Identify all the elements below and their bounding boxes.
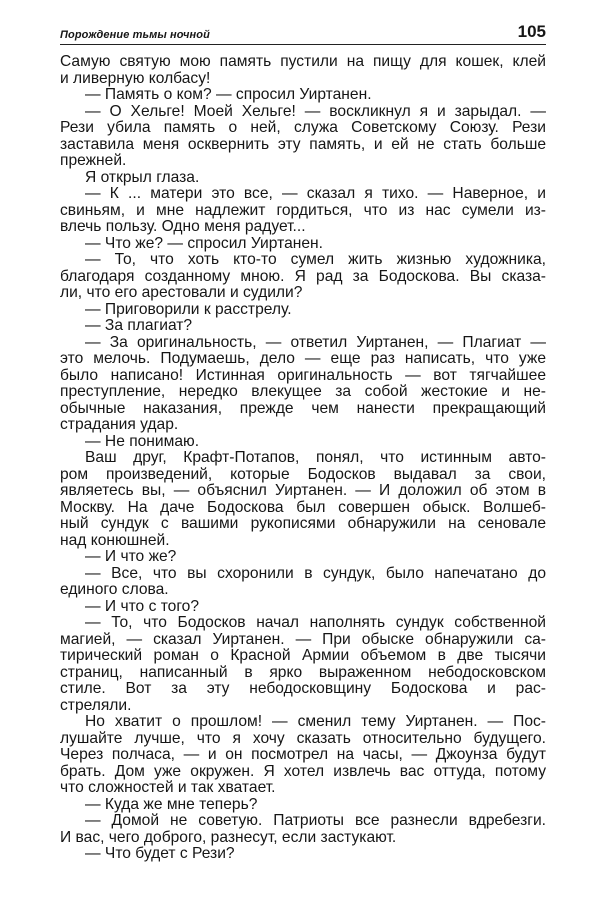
text-line: Ваш друг, Крафт-Потапов, понял, что истинным авто- — [85, 449, 546, 466]
paragraph — [60, 615, 546, 714]
text-line: — Не понимаю. — [85, 432, 200, 450]
text-line: обычные наказания, прежде чем нанести прекращающий — [60, 399, 546, 417]
paragraph — [60, 87, 546, 104]
text-line: преступление, нередко влекущее за собой жестокие и не- — [60, 383, 546, 400]
text-line: — Что же? — спросил Уиртанен. — [85, 234, 323, 252]
text-line: страниц, написанный в ярко выраженном небодосковском — [60, 663, 546, 681]
text-line: — То, что хоть кто-то сумел жить жизнью художника, — [85, 251, 546, 268]
paragraph — [60, 450, 546, 549]
paragraph — [60, 566, 546, 599]
text-line: стреляли. — [60, 696, 132, 714]
text-line: Москву. На даче Бодоскова был совершен обыск. Волшеб- — [60, 498, 546, 516]
text-line: было написано! Истинная оригинальность — вот тягчайшее — [60, 366, 546, 384]
page-body-text — [60, 54, 546, 863]
text-line: стиле. Вот за эту небодосковщину Бодоскова и рас- — [60, 680, 546, 697]
text-line: И вас, чего доброго, разнесут, если застукают. — [60, 828, 397, 846]
paragraph — [60, 302, 546, 319]
text-line: — И что с того? — [85, 597, 200, 615]
text-line: Самую святую мою память пустили на пищу для кошек, клей — [60, 53, 546, 70]
text-line: — Куда же мне теперь? — [85, 795, 258, 813]
paragraph — [60, 599, 546, 616]
text-line: Рези убила память о ней, служа Советскому Союзу. Рези — [60, 119, 546, 136]
paragraph — [60, 252, 546, 302]
paragraph — [60, 335, 546, 434]
text-line: ром произведений, которые Бодосков выдавал за свои, — [60, 465, 546, 483]
text-line: магией, — сказал Уиртанен. — При обыске обнаружили са- — [60, 630, 546, 648]
text-line: страдания удар. — [60, 416, 179, 433]
text-line: — За оригинальность, — ответил Уиртанен, — Плагиат — — [85, 333, 546, 351]
paragraph — [60, 813, 546, 846]
text-line: заставила меня осквернить эту память, и ей не стать больше — [60, 135, 546, 153]
text-line: — За плагиат? — [85, 317, 193, 334]
running-title: Порождение тьмы ночной — [60, 29, 210, 41]
page-header — [60, 18, 546, 45]
text-line: — И что же? — [85, 548, 177, 565]
paragraph — [60, 846, 546, 863]
paragraph — [60, 186, 546, 236]
paragraph — [60, 434, 546, 451]
text-line: — Приговорили к расстрелу. — [85, 300, 292, 318]
paragraph — [60, 549, 546, 566]
text-line: — Что будет с Рези? — [85, 845, 235, 862]
paragraph — [60, 714, 546, 797]
text-line: благодаря созданному мною. Я рад за Бодоскова. Вы сказа- — [60, 267, 546, 285]
text-line: — Память о ком? — спросил Уиртанен. — [85, 86, 372, 103]
text-line: ный сундук с вашими рукописями обнаружили на сеновале — [60, 515, 546, 532]
text-line: над конюшней. — [60, 531, 170, 549]
text-line: — Все, что вы схоронили в сундук, было напечатано до — [85, 564, 546, 582]
text-line: являетесь вы, — объяснил Уиртанен. — И доложил об этом в — [60, 482, 546, 499]
text-line: прежней. — [60, 152, 127, 169]
paragraph — [60, 54, 546, 87]
page-number: 105 — [517, 22, 546, 41]
text-line: единого слова. — [60, 581, 169, 598]
text-line: Через полчаса, — и он посмотрел на часы, — Джоунза будут — [60, 746, 546, 763]
text-line: это мелочь. Подумаешь, дело — еще раз написать, что уже — [60, 350, 546, 367]
paragraph — [60, 318, 546, 335]
text-line: и ливерную колбасу! — [60, 69, 211, 87]
text-line: — К ... матери это все, — сказал я тихо. — Наверное, и — [85, 185, 546, 202]
text-line: Я открыл глаза. — [85, 168, 200, 186]
text-line: влечь пользу. Одно меня радует... — [60, 218, 306, 235]
paragraph — [60, 104, 546, 170]
text-line: Но хватит о прошлом! — сменил тему Уиртанен. — Пос- — [85, 713, 546, 730]
text-line: — О Хельге! Моей Хельге! — воскликнул я и зарыдал. — — [85, 102, 546, 120]
text-line: ли, что его арестовали и судили? — [60, 284, 303, 301]
text-line: — Домой не советую. Патриоты все разнесли вдребезги. — [85, 812, 546, 829]
paragraph — [60, 170, 546, 187]
text-line: тирический роман о Красной Армии объемом в две тысячи — [60, 647, 546, 664]
paragraph — [60, 236, 546, 253]
text-line: — То, что Бодосков начал наполнять сундук собственной — [85, 614, 546, 631]
text-line: свиньям, и мне надлежит гордиться, что из нас сумели из- — [60, 201, 546, 219]
paragraph — [60, 797, 546, 814]
text-line: брать. Дом уже окружен. Я хотел извлечь вас оттуда, потому — [60, 762, 546, 780]
text-line: лушайте лучше, что я хочу сказать относительно будущего. — [60, 729, 546, 747]
text-line: что сложностей и так хватает. — [60, 779, 276, 796]
